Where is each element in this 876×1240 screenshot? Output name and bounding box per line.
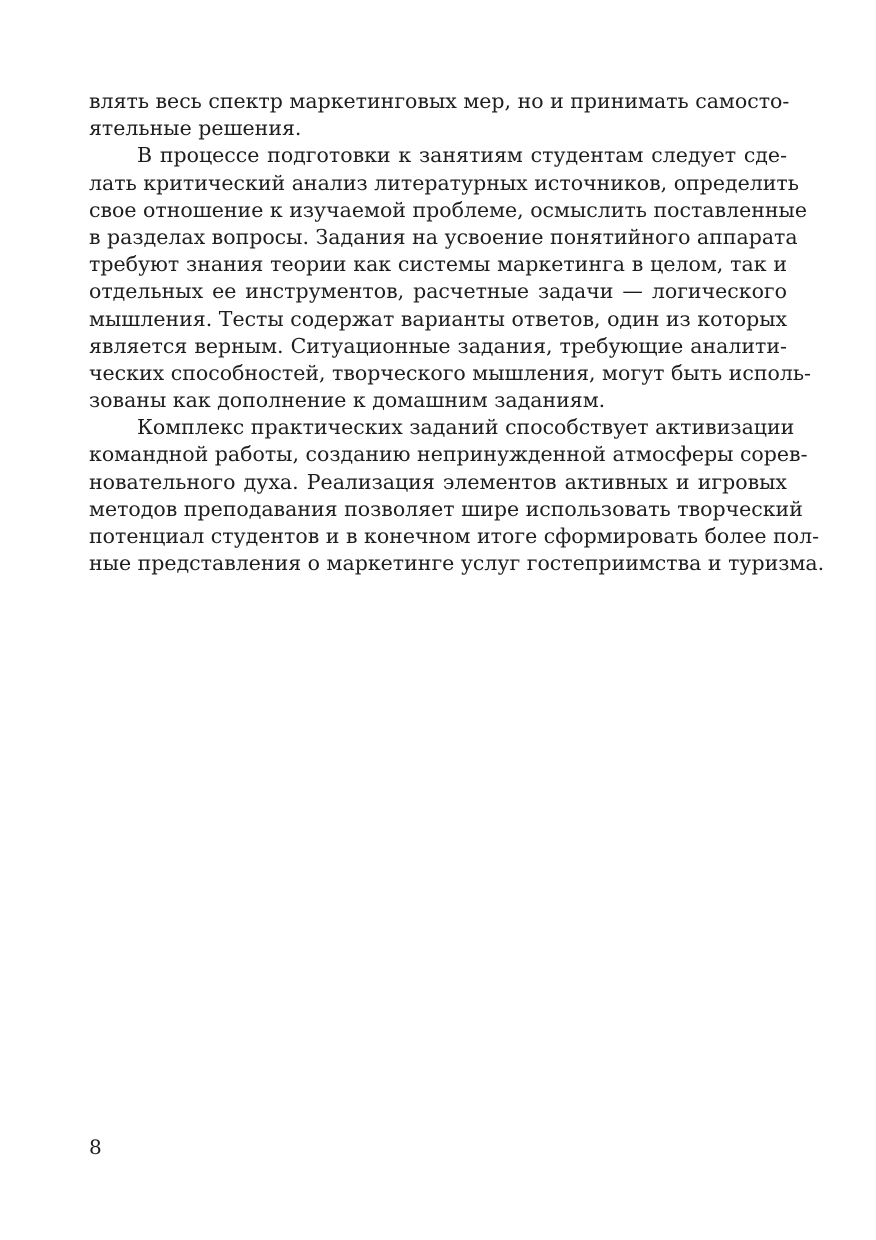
text-line: Комплекс практических заданий способствует активизации xyxy=(137,415,795,440)
body-text xyxy=(89,88,825,577)
paragraph-2 xyxy=(89,142,811,414)
text-line: требуют знания теории как системы маркетинга в целом, так и xyxy=(89,252,787,277)
text-line: В процессе подготовки к занятиям студентам следует сде- xyxy=(137,143,787,168)
text-line: методов преподавания позволяет шире использовать творческий xyxy=(89,496,803,521)
text-line: является верным. Ситуационные задания, требующие аналити- xyxy=(89,333,787,358)
text-line: новательного духа. Реализация элементов активных и игровых xyxy=(89,469,787,494)
text-line: ные представления о маркетинге услуг гостеприимства и туризма. xyxy=(89,551,825,576)
text-line: влять весь спектр маркетинговых мер, но и принимать самосто- xyxy=(89,89,790,113)
paragraph-1 xyxy=(89,88,790,142)
text-line: командной работы, созданию непринужденной атмосферы сорев- xyxy=(89,442,808,467)
text-line: отдельных ее инструментов, расчетные задачи — логического xyxy=(89,279,787,304)
text-line: ческих способностей, творческого мышления, могут быть исполь- xyxy=(89,360,811,385)
text-line: мышления. Тесты содержат варианты ответов, один из которых xyxy=(89,306,788,331)
text-line: в разделах вопросы. Задания на усвоение понятийного аппарата xyxy=(89,224,798,249)
text-line: свое отношение к изучаемой проблеме, осмыслить поставленные xyxy=(89,197,808,222)
page-number: 8 xyxy=(89,1135,102,1159)
paragraph-3 xyxy=(89,414,825,577)
text-line: потенциал студентов и в конечном итоге сформировать более пол- xyxy=(89,524,820,548)
text-line: зованы как дополнение к домашним заданиям. xyxy=(89,388,606,413)
text-line: ятельные решения. xyxy=(89,116,302,141)
text-line: лать критический анализ литературных источников, определить xyxy=(89,170,799,195)
